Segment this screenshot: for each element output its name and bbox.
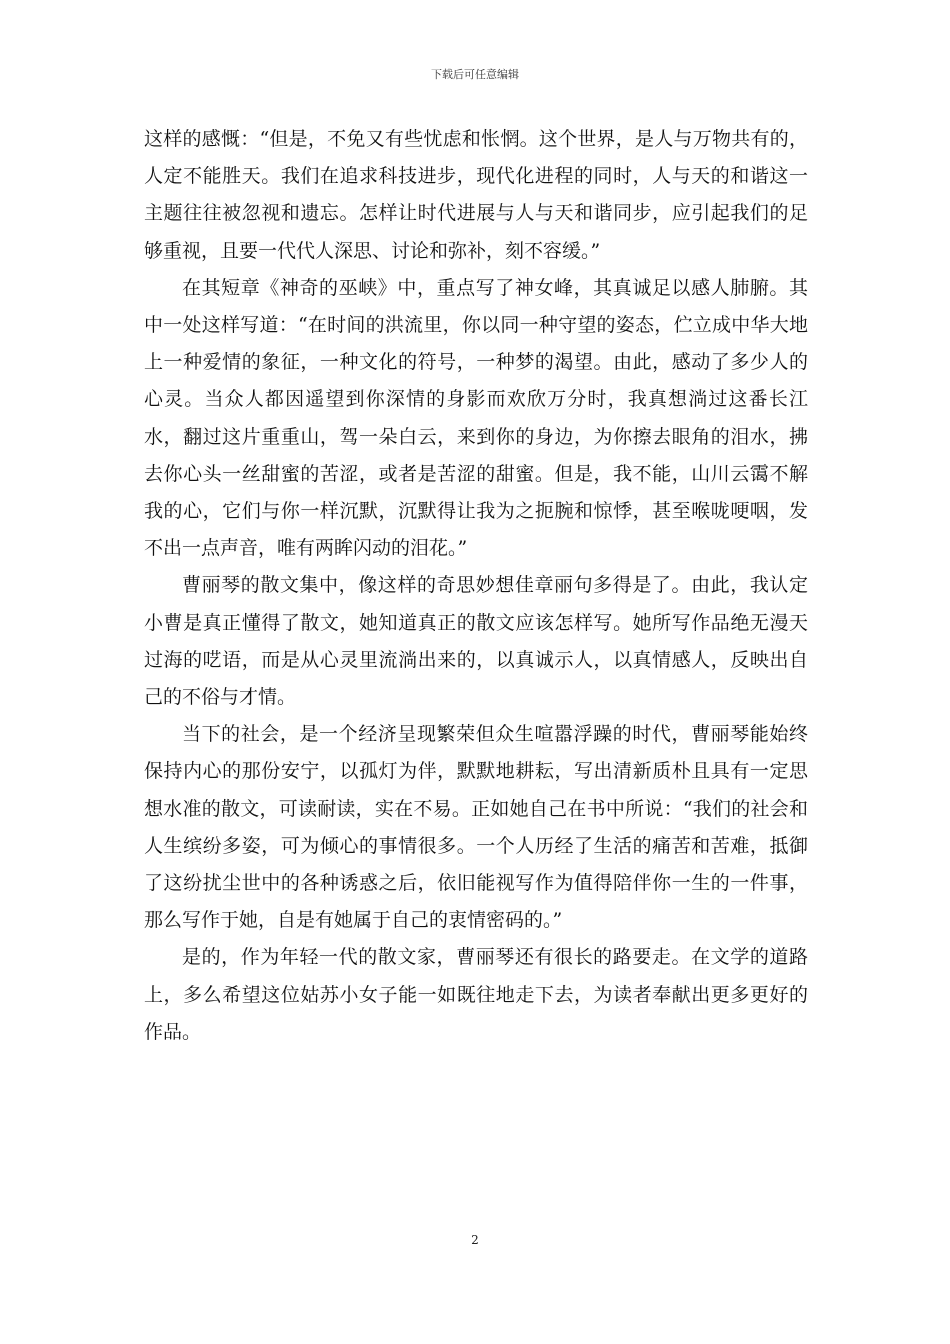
- paragraph-continuation: 这样的感慨：“但是，不免又有些忧虑和怅惘。这个世界，是人与万物共有的，人定不能胜天。我们在追求科技进步，现代化进程的同时，人与天的和谐这一主题往往被忽视和遗忘。怎样让时代进展与人与天和谐同步，应引起我们的足够重视，且要一代代人深思、讨论和弥补，刻不容缓。”: [144, 128, 808, 262]
- paragraph-wuxia-excerpt: 在其短章《神奇的巫峡》中，重点写了神女峰，其真诚足以感人肺腑。其中一处这样写道：“在时间的洪流里，你以同一种守望的姿态，伫立成中华大地上一种爱情的象征，一种文化的符号，一种梦的渴望。由此，感动了多少人的心灵。当众人都因遥望到你深情的身影而欢欣万分时，我真想淌过这番长江水，翻过这片重重山，驾一朵白云，来到你的身边，为你擦去眼角的泪水，拂去你心头一丝甜蜜的苦涩，或者是苦涩的甜蜜。但是，我不能，山川云霭不解我的心，它们与你一样沉默，沉默得让我为之扼腕和惊悸，甚至喉咙哽咽，发不出一点声音，唯有两眸闪动的泪花。”: [144, 276, 808, 560]
- paragraph-prose-collection: 曹丽琴的散文集中，像这样的奇思妙想佳章丽句多得是了。由此，我认定小曹是真正懂得了散文，她知道真正的散文应该怎样写。她所写作品绝无漫天过海的呓语，而是从心灵里流淌出来的，以真诚示人，以真情感人，反映出自己的不俗与才情。: [144, 574, 808, 709]
- page-number: 2: [471, 1233, 479, 1247]
- page-header: 下载后可任意编辑: [431, 68, 519, 81]
- document-body: [144, 121, 808, 1051]
- paragraph-conclusion: 是的，作为年轻一代的散文家，曹丽琴还有很长的路要走。在文学的道路上，多么希望这位姑苏小女子能一如既往地走下去，为读者奉献出更多更好的作品。: [144, 946, 808, 1043]
- paragraph-society: 当下的社会，是一个经济呈现繁荣但众生喧嚣浮躁的时代，曹丽琴能始终保持内心的那份安宁，以孤灯为伴，默默地耕耘，写出清新质朴且具有一定思想水准的散文，可读耐读，实在不易。正如她自己在书中所说：“我们的社会和人生缤纷多姿，可为倾心的事情很多。一个人历经了生活的痛苦和苦难，抵御了这纷扰尘世中的各种诱惑之后，依旧能视写作为值得陪伴你一生的一件事，那么写作于她，自是有她属于自己的衷情密码的。”: [144, 723, 808, 932]
